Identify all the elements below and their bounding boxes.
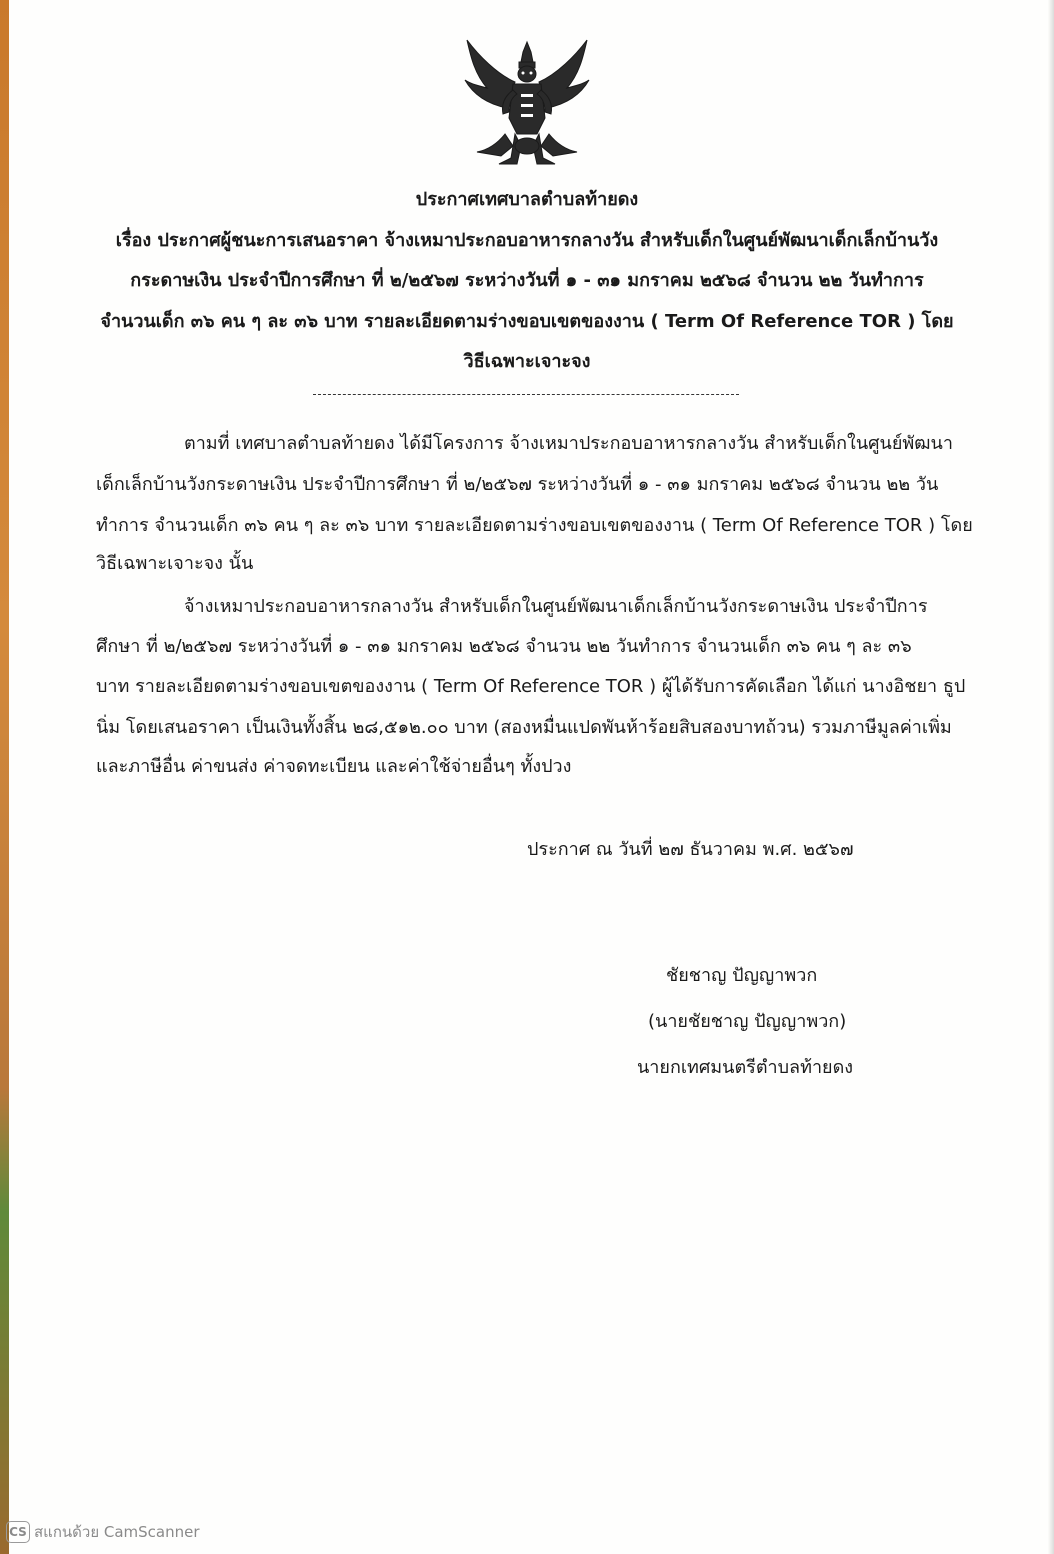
separator-line: [313, 394, 739, 395]
signature-name: ชัยชาญ ปัญญาพวก: [666, 965, 818, 986]
paragraph-1-line-1: ตามที่ เทศบาลตำบลท้ายดง ได้มีโครงการ จ้างเหมาประกอบอาหารกลางวัน สำหรับเด็กในศูนย์พัฒนา: [184, 433, 953, 454]
paragraph-1-line-3: ทำการ จำนวนเด็ก ๓๖ คน ๆ ละ ๓๖ บาท รายละเอียดตามร่างขอบเขตของงาน ( Term Of Reference TOR ) โดย: [96, 515, 973, 536]
signature-position: นายกเทศมนตรีตำบลท้ายดง: [637, 1057, 854, 1078]
subject-line-1: เรื่อง ประกาศผู้ชนะการเสนอราคา จ้างเหมาประกอบอาหารกลางวัน สำหรับเด็กในศูนย์พัฒนาเด็กเล็กบ้านวัง: [115, 230, 939, 251]
paragraph-1-line-4: วิธีเฉพาะเจาะจง นั้น: [96, 553, 254, 574]
paragraph-1-line-2: เด็กเล็กบ้านวังกระดาษเงิน ประจำปีการศึกษา ที่ ๒/๒๕๖๗ ระหว่างวันที่ ๑ - ๓๑ มกราคม ๒๕๖๘ จำนวน ๒๒ วัน: [96, 474, 939, 495]
paragraph-2-line-3: บาท รายละเอียดตามร่างขอบเขตของงาน ( Term Of Reference TOR ) ผู้ได้รับการคัดเลือก ได้แก่ นางอิชยา ธูป: [96, 676, 966, 697]
camscanner-text: สแกนด้วย CamScanner: [34, 1523, 200, 1541]
subject-line-2: กระดาษเงิน ประจำปีการศึกษา ที่ ๒/๒๕๖๗ ระหว่างวันที่ ๑ - ๓๑ มกราคม ๒๕๖๘ จำนวน ๒๒ วันทำการ: [130, 270, 924, 291]
paragraph-2-line-5: และภาษีอื่น ค่าขนส่ง ค่าจดทะเบียน และค่าใช้จ่ายอื่นๆ ทั้งปวง: [96, 756, 572, 777]
signature-full-name: (นายชัยชาญ ปัญญาพวก): [648, 1011, 847, 1032]
garuda-emblem-icon: [457, 34, 597, 174]
subject-line-3: จำนวนเด็ก ๓๖ คน ๆ ละ ๓๖ บาท รายละเอียดตามร่างขอบเขตของงาน ( Term Of Reference TOR ) โดย: [100, 311, 954, 332]
paragraph-2-line-4: นิ่ม โดยเสนอราคา เป็นเงินทั้งสิ้น ๒๘,๕๑๒.๐๐ บาท (สองหมื่นแปดพันห้าร้อยสิบสองบาทถ้วน) รวมภาษีมูลค่าเพิ่ม: [96, 717, 952, 738]
paragraph-2-line-1: จ้างเหมาประกอบอาหารกลางวัน สำหรับเด็กในศูนย์พัฒนาเด็กเล็กบ้านวังกระดาษเงิน ประจำปีการ: [184, 596, 928, 617]
subject-line-4: วิธีเฉพาะเจาะจง: [463, 351, 591, 372]
camscanner-watermark: [6, 1520, 200, 1544]
camscanner-logo-icon: CS: [6, 1521, 30, 1543]
paragraph-2-line-2: ศึกษา ที่ ๒/๒๕๖๗ ระหว่างวันที่ ๑ - ๓๑ มกราคม ๒๕๖๘ จำนวน ๒๒ วันทำการ จำนวนเด็ก ๓๖ คน ๆ ละ ๓๖: [96, 636, 912, 657]
announcement-date: ประกาศ ณ วันที่ ๒๗ ธันวาคม พ.ศ. ๒๕๖๗: [527, 839, 854, 860]
document-title: ประกาศเทศบาลตำบลท้ายดง: [415, 189, 639, 210]
